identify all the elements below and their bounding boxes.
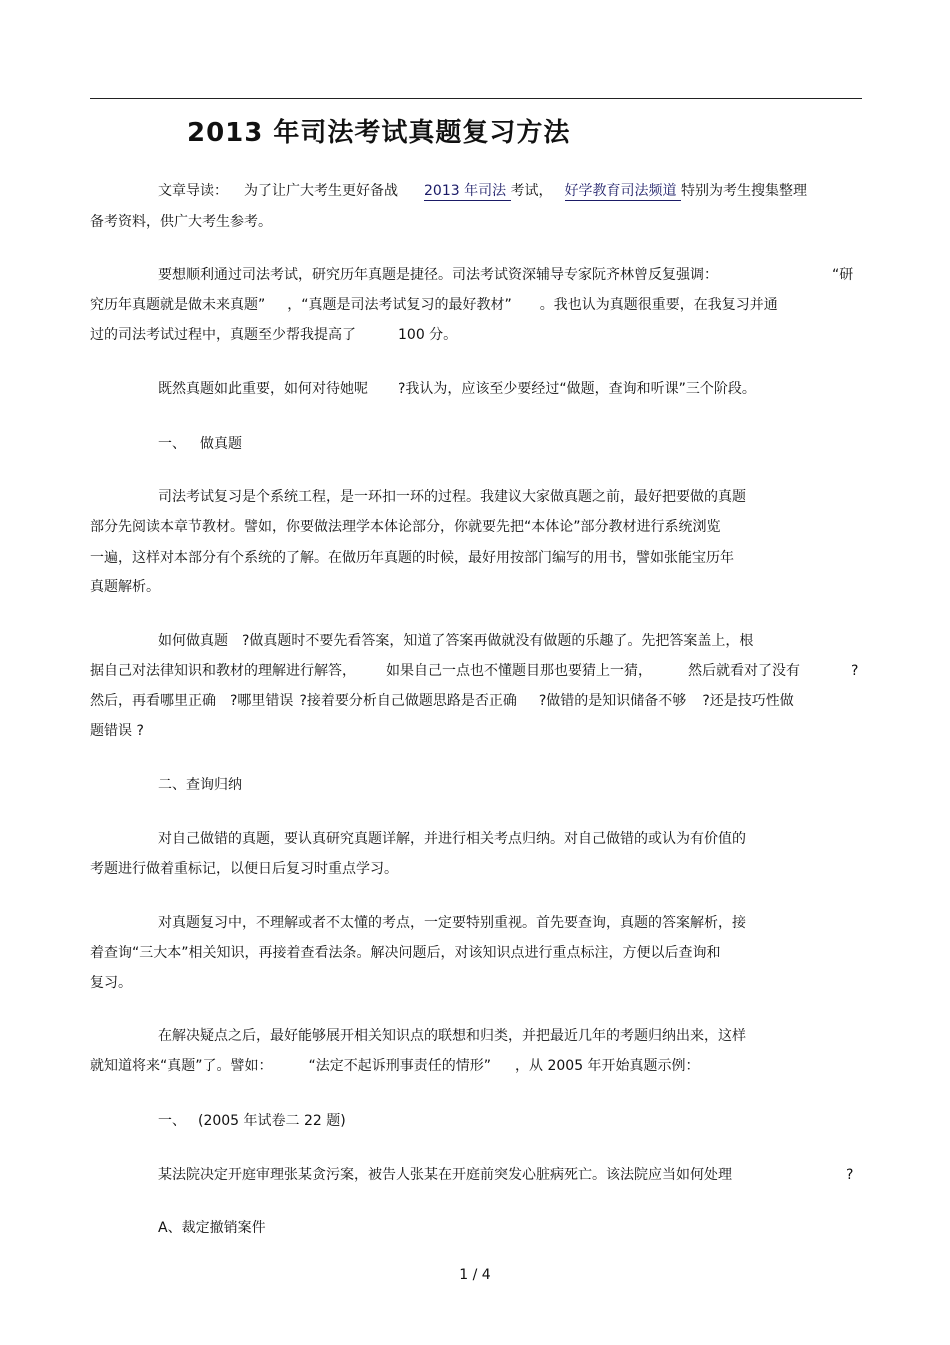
question-mark: ? [846, 1167, 854, 1183]
p3-line-4: 真题解析。 [90, 579, 160, 595]
question-text: 某法院决定开庭审理张某贪污案，被告人张某在开庭前突发心脏病死亡。该法院应当如何处理 [158, 1167, 732, 1183]
p4-text-c: 据自己对法律知识和教材的理解进行解答， [90, 663, 356, 679]
intro-label: 文章导读： [158, 183, 228, 199]
p4-line-2 [90, 661, 800, 681]
p2-text-b: ?我认为，应该至少要经过“做题，查询和听课”三个阶段。 [398, 381, 756, 397]
p7-text-c: ，从 2005 年开始真题示例： [515, 1058, 700, 1074]
p4-text-e: 然后就看对了没有 [688, 663, 800, 679]
p6-line-3: 复习。 [90, 975, 132, 991]
p2-text-a: 既然真题如此重要，如何对待她呢 [158, 381, 368, 397]
header-rule [90, 98, 862, 99]
example-heading [158, 1111, 346, 1131]
p1-text-c: ，“真题是司法考试复习的最好教材” [287, 297, 512, 313]
intro-text-3: 特别为考生搜集整理 [680, 183, 807, 199]
p1-line-3 [90, 325, 457, 345]
link-haoxue-channel[interactable]: 好学教育司法频道 [564, 183, 681, 199]
p1-text-d: 。我也认为真题很重要，在我复习并通 [539, 297, 778, 313]
p1-line-2 [90, 295, 778, 315]
intro-line-1 [158, 181, 807, 201]
p2-line-1 [158, 379, 756, 399]
p6-line-1: 对真题复习中，不理解或者不太懂的考点，一定要特别重视。首先要查询，真题的答案解析，接 [158, 915, 746, 931]
p4-line-4: 题错误 ? [90, 723, 144, 739]
page-number: 1 / 4 [459, 1267, 491, 1283]
p4-text-j: ?还是技巧性做 [702, 693, 794, 709]
p3-line-1: 司法考试复习是个系统工程，是一环扣一环的过程。我建议大家做真题之前，最好把要做的真题 [158, 489, 746, 505]
option-a: A、裁定撤销案件 [158, 1220, 266, 1236]
p4-text-i: ?做错的是知识储备不够 [538, 693, 687, 709]
document-title: 2013 年司法考试真题复习方法 [187, 118, 571, 148]
p1-text-b: 究历年真题就是做未来真题” [90, 297, 266, 313]
p4-line-1 [158, 631, 753, 651]
p7-line-1: 在解决疑点之后，最好能够展开相关知识点的联想和归类，并把最近几年的考题归纳出来，这样 [158, 1028, 746, 1044]
p3-line-3: 一遍，这样对本部分有个系统的了解。在做历年真题的时候，最好用按部门编写的用书，譬如张能宝历年 [90, 550, 734, 566]
p5-line-1: 对自己做错的真题，要认真研究真题详解，并进行相关考点归纳。对自己做错的或认为有价值的 [158, 831, 746, 847]
p1-line-1 [158, 265, 718, 285]
p6-line-2: 着查询“三大本”相关知识，再接着查看法条。解决问题后，对该知识点进行重点标注，方便以后查询和 [90, 945, 721, 961]
section-1-number: 一、 [158, 436, 186, 452]
p5-line-2: 考题进行做着重标记，以便日后复习时重点学习。 [90, 861, 398, 877]
p4-question-mark: ? [851, 663, 859, 679]
p4-line-3 [90, 691, 794, 711]
p4-text-h: ?接着要分析自己做题思路是否正确 [299, 693, 517, 709]
p4-text-b: ?做真题时不要先看答案，知道了答案再做就没有做题的乐趣了。先把答案盖上，根 [242, 633, 754, 649]
section-heading-2: 二、查询归纳 [158, 777, 242, 793]
p7-text-b: “法定不起诉刑事责任的情形” [308, 1058, 492, 1074]
p4-text-f: 然后，再看哪里正确 [90, 693, 216, 709]
intro-text-2: 考试， [510, 183, 553, 199]
p1-text-e: 过的司法考试过程中，真题至少帮我提高了 [90, 327, 356, 343]
p1-text-a: 要想顺利通过司法考试，研究历年真题是捷径。司法考试资深辅导专家阮齐林曾反复强调： [158, 267, 718, 283]
example-number: 一、 [158, 1113, 186, 1129]
p4-text-d: 如果自己一点也不懂题目那也要猜上一猜， [386, 663, 652, 679]
p7-text-a: 就知道将来“真题”了。譬如： [90, 1058, 273, 1074]
intro-text-1: 为了让广大考生更好备战 [244, 183, 398, 199]
p1-quote-start: “研 [832, 267, 854, 283]
p4-text-g: ?哪里错误 [230, 693, 294, 709]
p4-text-a: 如何做真题 [158, 633, 228, 649]
p7-line-2 [90, 1056, 700, 1076]
p1-score: 100 分。 [398, 327, 458, 343]
section-1-title: 做真题 [200, 436, 242, 452]
link-2013-judicial-exam[interactable]: 2013 年司法 [424, 183, 511, 199]
example-source: (2005 年试卷二 22 题) [198, 1113, 346, 1129]
p3-line-2: 部分先阅读本章节教材。譬如，你要做法理学本体论部分，你就要先把“本体论”部分教材进行系统浏览 [90, 519, 721, 535]
intro-line-2: 备考资料，供广大考生参考。 [90, 214, 272, 230]
section-heading-1 [158, 434, 242, 454]
